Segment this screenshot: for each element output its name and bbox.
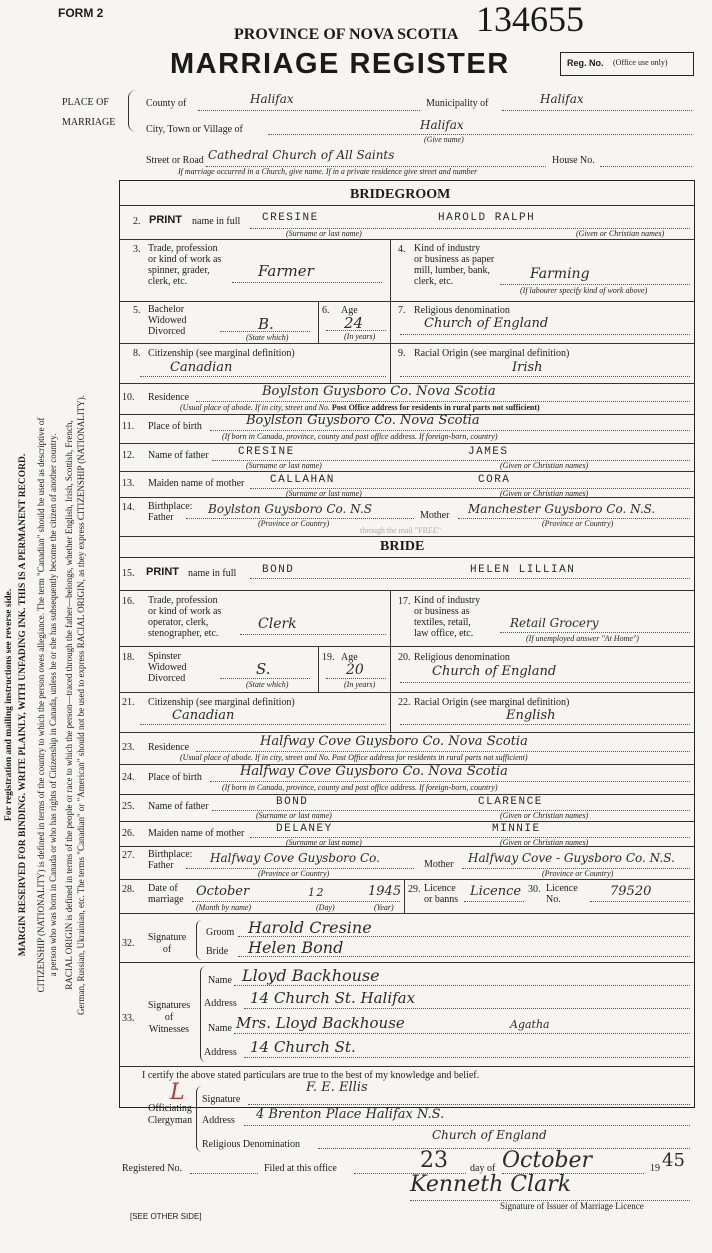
groom-sig-line	[238, 936, 690, 937]
rule	[119, 879, 695, 880]
day-of-label: day of	[470, 1163, 496, 1174]
bride-trade-l4: stenographer, etc.	[148, 628, 219, 639]
bride-status: S.	[256, 660, 271, 678]
bride-given-names: HELEN LILLIAN	[470, 564, 576, 576]
house-no-line	[600, 166, 692, 167]
bride-trade-line	[240, 634, 386, 635]
register-stamp-number: 134655	[476, 0, 584, 39]
filed-month: October	[502, 1148, 593, 1173]
bride-status-line	[220, 678, 310, 679]
licence-no-label	[546, 883, 578, 905]
clergy-sig-line	[248, 1104, 690, 1105]
house-no-label: House No.	[552, 155, 595, 166]
rule	[390, 646, 391, 692]
page-title: MARRIAGE REGISTER	[170, 48, 510, 80]
groom-religion-label: Religious denomination	[414, 305, 510, 316]
marriage-date-l1: Date of	[148, 883, 178, 894]
bride-birthplace-line	[210, 781, 690, 782]
margin-text	[4, 175, 122, 1235]
groom-residence-note-b: Post Office address for residents in rural parts not sufficient)	[331, 403, 540, 412]
groom-status-l2: Widowed	[148, 315, 187, 326]
field-num-24: 24.	[122, 772, 135, 783]
bride-header: BRIDE	[380, 539, 425, 554]
county-value: Halifax	[250, 92, 294, 106]
bride-industry-label	[414, 595, 480, 639]
w2-address-line	[244, 1057, 690, 1058]
groom-father-label: Name of father	[148, 450, 209, 461]
bride-age-note: (In years)	[344, 680, 376, 689]
groom-trade-l3: spinner, grader,	[148, 265, 210, 276]
registered-no-line	[190, 1173, 258, 1174]
bride-trade: Clerk	[258, 616, 297, 632]
field-num-25: 25.	[122, 801, 135, 812]
groom-birthplace: Boylston Guysboro Co. Nova Scotia	[246, 413, 480, 428]
field-num-16: 16.	[122, 596, 135, 607]
rule	[119, 443, 695, 444]
field-num-3: 3.	[133, 244, 141, 255]
clergy-address-line	[244, 1125, 690, 1126]
bride-sig-line	[238, 956, 690, 957]
licence-no-l2: No.	[546, 894, 561, 905]
field-num-13: 13.	[122, 478, 135, 489]
bride-racial-origin: English	[506, 708, 556, 723]
rule	[119, 732, 695, 733]
field-num-21: 21.	[122, 697, 135, 708]
marriage-day-note: (Day)	[316, 903, 335, 912]
bride-name-line	[250, 578, 690, 579]
licence-or-banns: Licence	[470, 884, 522, 899]
licence-no-line	[590, 901, 690, 902]
bride-birthplace: Halfway Cove Guysboro Co. Nova Scotia	[240, 764, 508, 779]
field-num-23: 23.	[122, 742, 135, 753]
groom-trade-line	[232, 282, 382, 283]
groom-father-surname: CRESINE	[238, 446, 295, 458]
bride-surname: BOND	[262, 564, 295, 576]
rule	[119, 1066, 695, 1067]
city-label: City, Town or Village of	[146, 124, 243, 135]
sig-brace	[196, 920, 204, 960]
clergyman-l2: Clergyman	[147, 1115, 193, 1126]
street-note: If marriage occurred in a Church, give name. If in a private residence give street and number	[178, 167, 478, 176]
rule	[318, 301, 319, 343]
bride-birthplace-label: Place of birth	[148, 772, 202, 783]
red-mark: L	[170, 1080, 185, 1105]
bride-industry-note: (If unemployed answer "At Home")	[526, 634, 639, 643]
witness2-extra: Agatha	[510, 1018, 550, 1031]
clergy-address-label: Address	[202, 1115, 235, 1126]
reg-no-label: Reg. No.	[567, 58, 604, 68]
bride-religion-label: Religious denomination	[414, 652, 510, 663]
clergyman-l1: Officiating	[148, 1103, 192, 1114]
street-value: Cathedral Church of All Saints	[208, 148, 395, 162]
place-of-label: PLACE OF	[62, 97, 109, 108]
groom-birthplace-note: (If born in Canada, province, county and post office address. If foreign-born, country)	[222, 432, 498, 441]
bride-religion-line	[400, 682, 690, 683]
rule	[390, 301, 391, 343]
groom-age-label: Age	[341, 305, 358, 316]
bride-trade-label	[148, 595, 221, 639]
bride-name-label: name in full	[188, 568, 237, 579]
bride-mother-birth-label: Mother	[424, 859, 454, 870]
street-label: Street or Road	[146, 155, 204, 166]
bride-age-line	[326, 678, 386, 679]
filed-day: 23	[420, 1148, 448, 1173]
clergy-denomination: Church of England	[432, 1128, 547, 1142]
groom-racial-line	[400, 376, 690, 377]
groom-citizenship: Canadian	[170, 360, 233, 375]
bride-mother-prov-note: (Province or Country)	[542, 869, 614, 878]
bride-industry-l4: law office, etc.	[414, 628, 474, 639]
bride-trade-l2: or kind of work as	[148, 606, 222, 617]
reg-no-box	[560, 52, 694, 76]
marriage-day: 12	[308, 886, 325, 899]
bride-trade-l1: Trade, profession	[148, 595, 218, 606]
groom-birthplaces-l1: Birthplace:	[148, 501, 193, 512]
groom-industry-l2: or business as paper	[414, 254, 495, 265]
marriage-date-line	[192, 901, 400, 902]
reg-no-note: (Office use only)	[613, 58, 668, 67]
field-num-10: 10.	[122, 392, 135, 403]
groom-industry: Farming	[530, 266, 590, 282]
bride-mother-given: MINNIE	[492, 823, 541, 835]
margin-line-1: For registration and mailing instructions see reverse side.	[4, 588, 14, 822]
witnesses-l3: Witnesses	[148, 1024, 190, 1035]
field-num-33: 33.	[122, 1013, 135, 1024]
groom-status-label	[148, 304, 186, 337]
form-number: FORM 2	[58, 6, 104, 20]
bride-industry-l2: or business as	[414, 606, 470, 617]
field-num-20: 20.	[398, 652, 411, 663]
bride-racial-line	[400, 724, 690, 725]
witness2-name: Mrs. Lloyd Backhouse	[236, 1014, 405, 1032]
municipality-label: Municipality of	[426, 98, 489, 109]
groom-mother-surname: CALLAHAN	[270, 474, 335, 486]
groom-header: BRIDEGROOM	[350, 187, 451, 202]
licence-banns-l2: or banns	[424, 894, 459, 905]
field-num-9: 9.	[398, 348, 406, 359]
marriage-date-l2: marriage	[148, 894, 184, 905]
rule	[390, 343, 391, 383]
issuer-signature: Kenneth Clark	[410, 1172, 572, 1197]
groom-trade-l1: Trade, profession	[148, 243, 218, 254]
bride-status-l1: Spinster	[148, 651, 181, 662]
groom-racial-origin: Irish	[512, 360, 543, 375]
bride-mother-label: Maiden name of mother	[148, 828, 245, 839]
bride-trade-l3: operator, clerk,	[148, 617, 209, 628]
licence-number: 79520	[610, 884, 652, 899]
groom-industry-l3: mill, lumber, bank,	[414, 265, 490, 276]
marriage-year: 1945	[368, 884, 402, 899]
stray-print: through the mail "FREE"	[360, 526, 441, 535]
field-num-22: 22.	[398, 697, 411, 708]
groom-mother-given: CORA	[478, 474, 511, 486]
groom-surname: CRESINE	[262, 212, 319, 224]
groom-industry-line	[500, 284, 690, 285]
marriage-label: MARRIAGE	[62, 117, 116, 128]
groom-birthplaces-label	[148, 501, 192, 523]
groom-citizenship-line	[140, 376, 386, 377]
field-num-7: 7.	[398, 305, 406, 316]
w2-name-label: Name	[208, 1023, 232, 1034]
bride-religion: Church of England	[432, 664, 557, 679]
field-num-29: 29.	[408, 884, 421, 895]
groom-father-prov-note: (Province or Country)	[258, 519, 330, 528]
bride-industry-l1: Kind of industry	[414, 595, 481, 606]
field-num-8: 8.	[133, 348, 141, 359]
field-num-15: 15.	[122, 568, 135, 579]
field-num-11: 11.	[122, 421, 135, 432]
witnesses-l1: Signatures	[147, 1000, 191, 1011]
bride-age: 20	[346, 662, 364, 678]
rule	[119, 536, 695, 537]
county-line	[198, 110, 420, 111]
bride-residence-line	[196, 751, 690, 752]
certify-text: I certify the above stated particulars are true to the best of my knowledge and belief.	[142, 1070, 480, 1081]
witnesses-label	[136, 1000, 202, 1036]
groom-trade-label	[148, 243, 221, 287]
licence-banns-line	[464, 901, 524, 902]
w1-address-line	[244, 1008, 690, 1009]
margin-line-6: German, Russian, Ukrainian, etc. The terms "Canadian" or "American" should not be used to express RACIAL ORIGIN, as they express CITIZENSHIP (NATIONALITY).	[76, 395, 86, 1015]
margin-line-3: CITIZENSHIP (NATIONALITY) is defined in terms of the country to which the person owes allegiance. The term "Canadian" should be used as descriptive of	[36, 417, 46, 993]
bride-father-given: CLARENCE	[478, 796, 543, 808]
sig-of-label	[142, 932, 192, 956]
groom-status: B.	[258, 315, 274, 333]
municipality-line	[502, 110, 692, 111]
field-num-2: 2.	[133, 216, 141, 227]
groom-age: 24	[344, 314, 364, 332]
field-num-27: 27.	[122, 850, 135, 861]
bride-industry: Retail Grocery	[510, 616, 599, 630]
groom-residence-note	[180, 403, 540, 412]
licence-no-l1: Licence	[546, 883, 578, 894]
clergy-denomination-label: Religious Denomination	[202, 1139, 301, 1150]
bride-status-note: (State which)	[246, 680, 289, 689]
clergy-signature: F. E. Ellis	[306, 1080, 368, 1095]
groom-residence-line	[196, 401, 690, 402]
w1-name-line	[234, 985, 690, 986]
issuer-label: Signature of Issuer of Marriage Licence	[500, 1201, 644, 1211]
bride-mother-surname-note: (Surname or last name)	[286, 838, 362, 847]
field-num-4: 4.	[398, 244, 406, 255]
rule	[119, 913, 695, 914]
field-num-32: 32.	[122, 938, 135, 949]
bride-father-label: Name of father	[148, 801, 209, 812]
groom-mother-surname-note: (Surname or last name)	[286, 489, 362, 498]
bride-father-birthplace: Halfway Cove Guysboro Co.	[210, 851, 380, 865]
bride-age-label: Age	[341, 652, 358, 663]
groom-industry-note: (If labourer specify kind of work above)	[520, 286, 648, 295]
rule	[119, 692, 695, 693]
field-num-5: 5.	[133, 305, 141, 316]
groom-father-surname-note: (Surname or last name)	[246, 461, 322, 470]
field-num-30: 30.	[528, 884, 541, 895]
bride-father-surname: BOND	[276, 796, 309, 808]
give-name-note: (Give name)	[424, 135, 464, 144]
margin-line-4: a person who was born in Canada or who has rights of Citizenship in Canada, unless he or she has subsequently become the citizen of another country.	[48, 433, 58, 977]
rule	[119, 590, 695, 591]
groom-mother-birthplace: Manchester Guysboro Co. N.S.	[468, 502, 656, 516]
groom-sig-label: Groom	[206, 927, 235, 938]
groom-citizenship-label: Citizenship (see marginal definition)	[148, 348, 295, 359]
marriage-month: October	[196, 884, 250, 899]
rule	[318, 646, 319, 692]
rule	[119, 846, 695, 847]
bride-industry-line	[500, 632, 690, 633]
groom-mother-label: Maiden name of mother	[148, 478, 245, 489]
groom-trade: Farmer	[258, 262, 314, 280]
bride-residence-label: Residence	[148, 742, 190, 753]
marriage-year-note: (Year)	[374, 903, 394, 912]
rule	[119, 821, 695, 822]
field-num-17: 17.	[398, 596, 411, 607]
rule	[119, 239, 695, 240]
groom-status-l1: Bachelor	[148, 304, 185, 315]
field-num-6: 6.	[322, 305, 330, 316]
bride-birthplaces-l1: Birthplace:	[148, 849, 193, 860]
groom-mother-given-note: (Given or Christian names)	[500, 489, 589, 498]
clergy-sig-label: Signature	[202, 1094, 241, 1105]
city-line	[268, 134, 692, 135]
witness1-name: Lloyd Backhouse	[242, 966, 380, 985]
bride-father-given-note: (Given or Christian names)	[500, 811, 589, 820]
groom-status-l3: Divorced	[148, 326, 186, 337]
rule	[390, 692, 391, 732]
filed-year: 45	[662, 1150, 685, 1171]
bride-citizenship-label: Citizenship (see marginal definition)	[148, 697, 295, 708]
groom-status-note: (State which)	[246, 333, 289, 342]
rule	[119, 962, 695, 963]
bride-mother-given-note: (Given or Christian names)	[500, 838, 589, 847]
bride-sig-label: Bride	[206, 946, 229, 957]
rule	[390, 590, 391, 646]
groom-signature: Harold Cresine	[248, 918, 372, 937]
witnesses-l2: of	[164, 1012, 174, 1023]
rule	[119, 471, 695, 472]
marriage-date-label	[148, 883, 184, 905]
filed-label: Filed at this office	[264, 1163, 337, 1174]
margin-line-5: RACIAL ORIGIN is defined in terms of the people or race to which the person—traced through the father—belongs, whether English, Irish, Scottish, French,	[64, 420, 74, 990]
licence-banns-l1: Licence	[424, 883, 456, 894]
w1-name-label: Name	[208, 975, 232, 986]
rule	[390, 239, 391, 301]
bride-status-l2: Widowed	[148, 662, 187, 673]
groom-residence: Boylston Guysboro Co. Nova Scotia	[262, 384, 496, 399]
field-num-19: 19.	[322, 652, 335, 663]
groom-birthplace-line	[210, 430, 690, 431]
groom-trade-l2: or kind of work as	[148, 254, 222, 265]
groom-mother-birth-label: Mother	[420, 510, 450, 521]
bride-racial-label: Racial Origin (see marginal definition)	[414, 697, 570, 708]
marriage-month-note: (Month by name)	[196, 903, 252, 912]
bride-citizenship: Canadian	[172, 708, 235, 723]
witness1-address: 14 Church St. Halifax	[250, 989, 416, 1007]
w2-name-line	[234, 1033, 690, 1034]
field-num-28: 28.	[122, 884, 135, 895]
province-title: PROVINCE OF NOVA SCOTIA	[234, 26, 459, 43]
bride-status-l3: Divorced	[148, 673, 186, 684]
groom-industry-l1: Kind of industry	[414, 243, 481, 254]
bride-industry-l3: textiles, retail,	[414, 617, 471, 628]
sig-of-l1: Signature	[147, 932, 187, 943]
bride-print-label: PRINT	[146, 566, 179, 578]
sig-of-l2: of	[162, 944, 172, 955]
groom-residence-note-a: (Usual place of abode. If in city, street and No.	[180, 403, 332, 412]
see-other-side: [SEE OTHER SIDE]	[130, 1212, 202, 1221]
bride-birthplace-note: (If born in Canada, province, county and post office address. If foreign-born, country)	[222, 783, 498, 792]
bride-father-prov-note: (Province or Country)	[258, 869, 330, 878]
bride-father-surname-note: (Surname or last name)	[256, 811, 332, 820]
groom-birthplace-label: Place of birth	[148, 421, 202, 432]
clergyman-label	[138, 1103, 202, 1127]
groom-surname-note: (Surname or last name)	[286, 229, 362, 238]
licence-banns-label	[424, 883, 458, 905]
registered-no-label: Registered No.	[122, 1163, 182, 1174]
field-num-14: 14.	[122, 502, 135, 513]
rule	[119, 343, 695, 344]
groom-status-line	[220, 331, 310, 332]
groom-religion-line	[400, 334, 690, 335]
bride-birthplaces-l2: Father	[148, 860, 174, 871]
field-num-18: 18.	[122, 652, 135, 663]
rule	[119, 646, 695, 647]
bride-citizenship-line	[140, 724, 386, 725]
groom-racial-label: Racial Origin (see marginal definition)	[414, 348, 570, 359]
witness2-address: 14 Church St.	[250, 1038, 356, 1056]
municipality-value: Halifax	[540, 92, 584, 106]
field-num-26: 26.	[122, 828, 135, 839]
w1-address-label: Address	[204, 998, 237, 1009]
bride-signature: Helen Bond	[248, 938, 344, 957]
groom-name-label: name in full	[192, 216, 241, 227]
city-value: Halifax	[420, 118, 464, 132]
year-prefix: 19	[650, 1163, 660, 1174]
groom-father-birthplace: Boylston Guysboro Co. N.S	[208, 502, 372, 516]
groom-age-line	[326, 330, 386, 331]
groom-given-names: HAROLD RALPH	[438, 212, 536, 224]
groom-trade-l4: clerk, etc.	[148, 276, 188, 287]
groom-father-given-note: (Given or Christian names)	[500, 461, 589, 470]
clergy-address: 4 Brenton Place Halifax N.S.	[256, 1107, 445, 1122]
rule	[119, 557, 695, 558]
bride-mother-surname: DELANEY	[276, 823, 333, 835]
rule	[404, 879, 405, 913]
groom-birthplaces-l2: Father	[148, 512, 174, 523]
groom-age-note: (In years)	[344, 332, 376, 341]
margin-line-2: MARGIN RESERVED FOR BINDING. WRITE PLAINLY, WITH UNFADING INK. THIS IS A PERMANENT RECORD.	[18, 453, 28, 957]
groom-mother-prov-note: (Province or Country)	[542, 519, 614, 528]
groom-religion: Church of England	[424, 316, 549, 331]
groom-father-given: JAMES	[468, 446, 509, 458]
place-brace	[128, 90, 138, 132]
groom-given-note: (Given or Christian names)	[576, 229, 665, 238]
groom-industry-label	[414, 243, 494, 287]
groom-industry-l4: clerk, etc.	[414, 276, 454, 287]
bride-residence: Halfway Cove Guysboro Co. Nova Scotia	[260, 734, 528, 749]
bride-residence-note: (Usual place of abode. If in city, street and No. Post Office address for residents in rural parts not sufficient)	[180, 753, 528, 762]
w2-address-label: Address	[204, 1047, 237, 1058]
county-label: County of	[146, 98, 187, 109]
bride-mother-birthplace: Halfway Cove - Guysboro Co. N.S.	[468, 851, 675, 865]
field-num-12: 12.	[122, 450, 135, 461]
bride-status-label	[148, 651, 186, 684]
groom-print-label: PRINT	[149, 214, 182, 226]
rule	[119, 497, 695, 498]
rule	[119, 301, 695, 302]
groom-residence-label: Residence	[148, 392, 190, 403]
rule	[119, 794, 695, 795]
